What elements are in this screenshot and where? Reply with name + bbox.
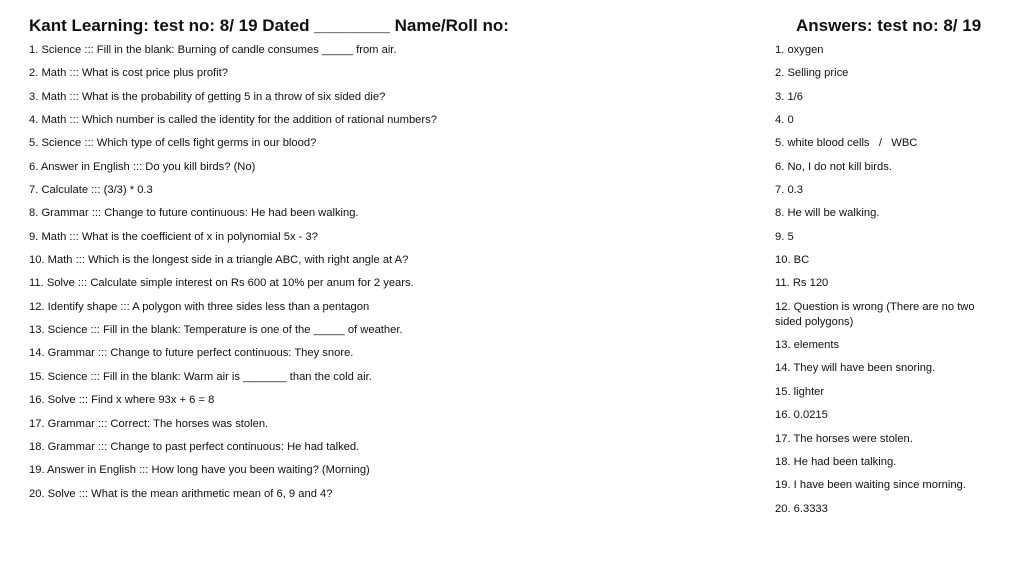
answer-item: 4. 0 xyxy=(775,114,794,127)
question-item: 18. Grammar ::: Change to past perfect continuous: He had talked. xyxy=(29,440,360,453)
answer-item: 13. elements xyxy=(775,339,840,352)
answer-item: 19. I have been waiting since morning. xyxy=(775,479,966,492)
answer-item: 1. oxygen xyxy=(775,44,824,56)
answer-item: 9. 5 xyxy=(775,230,794,243)
answer-item: 17. The horses were stolen. xyxy=(775,432,913,445)
test-title: Kant Learning: test no: 8/ 19 Dated ________ Name/Roll no: xyxy=(29,16,509,35)
question-item: 15. Science ::: Fill in the blank: Warm air is _______ than the cold air. xyxy=(29,370,372,383)
answers-list xyxy=(775,43,975,525)
answer-item: 11. Rs 120 xyxy=(775,277,829,290)
answer-item: 5. white blood cells / WBC xyxy=(775,137,918,150)
question-item: 4. Math ::: Which number is called the identity for the addition of rational numbers? xyxy=(29,114,437,127)
answer-item: 2. Selling price xyxy=(775,67,849,80)
question-item: 11. Solve ::: Calculate simple interest on Rs 600 at 10% per anum for 2 years. xyxy=(29,277,414,290)
questions-list xyxy=(29,43,759,510)
question-item: 6. Answer in English ::: Do you kill birds? (No) xyxy=(29,160,256,173)
question-item: 19. Answer in English ::: How long have you been waiting? (Morning) xyxy=(29,464,370,477)
answer-item: 6. No, I do not kill birds. xyxy=(775,160,892,173)
question-item: 10. Math ::: Which is the longest side in a triangle ABC, with right angle at A? xyxy=(29,254,409,267)
question-item: 2. Math ::: What is cost price plus profit? xyxy=(29,67,228,80)
answer-item: 14. They will have been snoring. xyxy=(775,362,936,375)
question-item: 14. Grammar ::: Change to future perfect continuous: They snore. xyxy=(29,347,354,360)
question-item: 7. Calculate ::: (3/3) * 0.3 xyxy=(29,184,153,197)
answer-item: 12. Question is wrong (There are no two sided polygons) xyxy=(775,300,975,328)
question-item: 13. Science ::: Fill in the blank: Temperature is one of the _____ of weather. xyxy=(29,324,403,337)
question-item: 20. Solve ::: What is the mean arithmetic mean of 6, 9 and 4? xyxy=(29,487,333,500)
answer-item: 3. 1/6 xyxy=(775,90,803,103)
answer-item: 18. He had been talking. xyxy=(775,455,897,468)
answer-item: 10. BC xyxy=(775,254,810,267)
question-item: 3. Math ::: What is the probability of getting 5 in a throw of six sided die? xyxy=(29,90,386,103)
answer-item: 20. 6.3333 xyxy=(775,502,828,515)
answer-item: 16. 0.0215 xyxy=(775,409,828,422)
answer-item: 7. 0.3 xyxy=(775,184,803,197)
question-item: 5. Science ::: Which type of cells fight germs in our blood? xyxy=(29,137,317,150)
question-item: 8. Grammar ::: Change to future continuous: He had been walking. xyxy=(29,207,359,220)
question-item: 1. Science ::: Fill in the blank: Burning of candle consumes _____ from air. xyxy=(29,44,397,56)
question-item: 12. Identify shape ::: A polygon with three sides less than a pentagon xyxy=(29,300,370,313)
answer-item: 8. He will be walking. xyxy=(775,207,880,220)
question-item: 9. Math ::: What is the coefficient of x in polynomial 5x - 3? xyxy=(29,230,318,243)
question-item: 17. Grammar ::: Correct: The horses was stolen. xyxy=(29,417,269,430)
question-item: 16. Solve ::: Find x where 93x + 6 = 8 xyxy=(29,394,215,407)
answers-title: Answers: test no: 8/ 19 xyxy=(796,16,982,35)
answer-item: 15. lighter xyxy=(775,385,825,398)
